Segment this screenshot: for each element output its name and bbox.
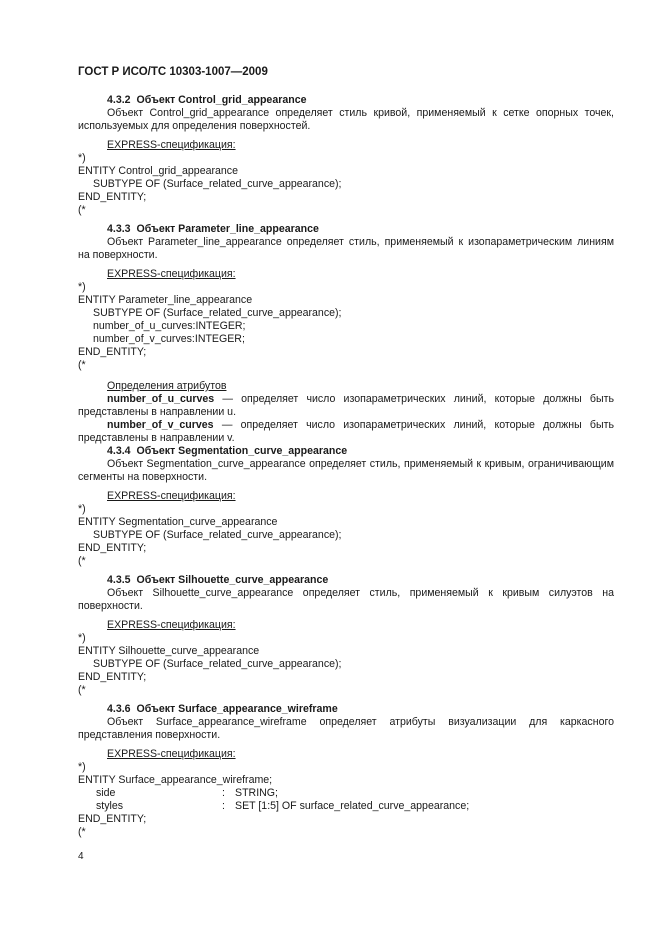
express-label: EXPRESS-спецификация: bbox=[107, 619, 236, 631]
page-number: 4 bbox=[78, 851, 84, 862]
document-body bbox=[78, 94, 614, 839]
subtype-clause: SUBTYPE OF (Surface_related_curve_appearance); bbox=[93, 307, 342, 319]
section-heading-4-3-6: 4.3.6 Объект Surface_appearance_wireframe bbox=[107, 703, 338, 715]
attribute-line: number_of_v_curves:INTEGER; bbox=[93, 333, 245, 345]
attribute-line: styles : SET [1:5] OF surface_related_curve_appearance; bbox=[96, 800, 470, 812]
section-paragraph-4-3-3: Объект Parameter_line_appearance определяет стиль, применяемый к изопараметрическим линиям на поверхности. bbox=[78, 236, 614, 261]
attribute-definitions-title: Определения атрибутов bbox=[107, 380, 227, 392]
express-label: EXPRESS-спецификация: bbox=[107, 139, 236, 151]
section-heading-4-3-3: 4.3.3 Объект Parameter_line_appearance bbox=[107, 223, 319, 235]
subtype-clause: SUBTYPE OF (Surface_related_curve_appearance); bbox=[93, 529, 342, 541]
section-paragraph-4-3-4: Объект Segmentation_curve_appearance определяет стиль, применяемый к кривым, ограничивающим сегменты на поверхности. bbox=[78, 458, 614, 483]
comment-close: (* bbox=[78, 684, 86, 696]
entity-declaration: ENTITY Control_grid_appearance bbox=[78, 165, 238, 177]
comment-open: *) bbox=[78, 503, 86, 515]
end-entity: END_ENTITY; bbox=[78, 346, 147, 358]
comment-open: *) bbox=[78, 152, 86, 164]
section-paragraph-4-3-5: Объект Silhouette_curve_appearance определяет стиль, применяемый к кривым силуэтов на поверхности. bbox=[78, 587, 614, 612]
document-header: ГОСТ Р ИСО/ТС 10303-1007—2009 bbox=[78, 66, 268, 78]
attribute-line: number_of_u_curves:INTEGER; bbox=[93, 320, 246, 332]
comment-close: (* bbox=[78, 204, 86, 216]
attribute-definition: number_of_u_curves — определяет число изопараметрических линий, которые должны быть представлены в направлении u. bbox=[78, 393, 614, 418]
section-heading-4-3-2: 4.3.2 Объект Control_grid_appearance bbox=[107, 94, 307, 106]
section-paragraph-4-3-2: Объект Control_grid_appearance определяет стиль кривой, применяемый к сетке опорных точек, используемых для определения поверхностей. bbox=[78, 107, 614, 132]
section-heading-4-3-5: 4.3.5 Объект Silhouette_curve_appearance bbox=[107, 574, 329, 586]
end-entity: END_ENTITY; bbox=[78, 671, 147, 683]
end-entity: END_ENTITY; bbox=[78, 542, 147, 554]
section-paragraph-4-3-6: Объект Surface_appearance_wireframe определяет атрибуты визуализации для каркасного представления поверхности. bbox=[78, 716, 614, 741]
express-label: EXPRESS-спецификация: bbox=[107, 748, 236, 760]
subtype-clause: SUBTYPE OF (Surface_related_curve_appearance); bbox=[93, 658, 342, 670]
entity-declaration: ENTITY Segmentation_curve_appearance bbox=[78, 516, 278, 528]
comment-close: (* bbox=[78, 555, 86, 567]
entity-declaration: ENTITY Silhouette_curve_appearance bbox=[78, 645, 260, 657]
attribute-line: side : STRING; bbox=[96, 787, 278, 799]
attribute-definition: number_of_v_curves — определяет число изопараметрических линий, которые должны быть представлены в направлении v. bbox=[78, 419, 614, 444]
entity-declaration: ENTITY Parameter_line_appearance bbox=[78, 294, 253, 306]
express-label: EXPRESS-спецификация: bbox=[107, 268, 236, 280]
comment-open: *) bbox=[78, 281, 86, 293]
subtype-clause: SUBTYPE OF (Surface_related_curve_appearance); bbox=[93, 178, 342, 190]
end-entity: END_ENTITY; bbox=[78, 813, 147, 825]
express-label: EXPRESS-спецификация: bbox=[107, 490, 236, 502]
comment-open: *) bbox=[78, 632, 86, 644]
entity-declaration: ENTITY Surface_appearance_wireframe; bbox=[78, 774, 273, 786]
section-heading-4-3-4: 4.3.4 Объект Segmentation_curve_appearance bbox=[107, 445, 348, 457]
comment-close: (* bbox=[78, 826, 86, 838]
end-entity: END_ENTITY; bbox=[78, 191, 147, 203]
comment-close: (* bbox=[78, 359, 86, 371]
comment-open: *) bbox=[78, 761, 86, 773]
